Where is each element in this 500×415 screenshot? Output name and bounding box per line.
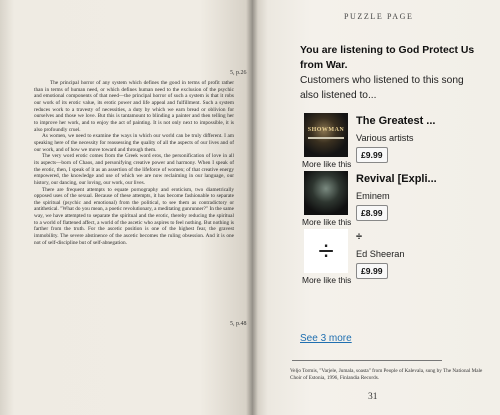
album-artist: Eminem (356, 191, 390, 201)
paragraph: The very word erotic comes from the Greek word eros, the personification of love in all its aspects—born of Chaos, and personifying creative power and harmony. When I speak of the erotic, then, I speak of it as an assertion of the lifeforce of women; of that creative energy empowered, the knowledge and use of which we are now reclaiming in our language, our history, our dancing, our loving, our work, our lives. (34, 153, 234, 186)
price-button[interactable]: £9.99 (356, 147, 388, 163)
more-like-this-link[interactable]: More like this (302, 217, 352, 227)
now-playing-title: You are listening to God Protect Us from War. (300, 45, 475, 71)
now-playing-panel (300, 43, 485, 287)
album-cover-divide[interactable]: ÷ (304, 229, 348, 273)
album-title[interactable]: ÷ (356, 231, 363, 243)
see-more-link[interactable]: See 3 more (300, 333, 352, 344)
page-number: 31 (368, 392, 378, 402)
list-item[interactable] (300, 113, 485, 171)
more-like-this-link[interactable]: More like this (302, 159, 352, 169)
body-text (34, 80, 234, 246)
paragraph: As women, we need to examine the ways in which our world can be truly different. I am speaking here of the necessity for reassessing the quality of all the aspects of our lives and of our work, and of how we move toward and through them. (34, 133, 234, 153)
album-cover-showman[interactable] (304, 113, 348, 157)
price-button[interactable]: £8.99 (356, 205, 388, 221)
citation-top: 5, p.26 (230, 70, 247, 76)
list-item[interactable] (300, 229, 485, 287)
citation-bottom: 5, p.48 (230, 321, 247, 327)
paragraph: The principal horror of any system which defines the good in terms of profit rather than in terms of human need, or which defines human need to the exclusion of the psychic and emotional components of that need—the principal horror of such a system is that it robs our work of its erotic value, its erotic power and life appeal and fulfillment. Such a system reduces work to a travesty of necessities, a duty by which we earn bread or oblivion for ourselves and those we love. But this is tantamount to blinding a painter and then telling her to improve her work, and to enjoy the act of painting. It is not only next to impossible, it is also profoundly cruel. (34, 80, 234, 133)
list-item[interactable] (300, 171, 485, 229)
album-cover-caption: SHOWMAN (307, 127, 345, 133)
paragraph: There are frequent attempts to equate pornography and eroticism, two diametrically opposed uses of the sexual. Because of these attempts, it has become fashionable to separate the spiritual (psychic and emotional) from the political, to see them as contradictory or antithetical. "What do you mean, a poetic revolutionary, a meditating gunrunner?" In the same way, we have attempted to separate the spiritual and the erotic, thereby reducing the spiritual to a world of flattened affect, a world of the ascetic who aspires to feel nothing. But nothing is farther from the truth. For the ascetic position is one of the highest fear, the gravest immobility. The severe abstinence of the ascetic becomes the ruling obsession. And it is one not of self-discipline but of self-abnegation. (34, 186, 234, 246)
book-gutter-shadow (246, 0, 258, 415)
footnote-divider (292, 360, 442, 361)
price-button[interactable]: £9.99 (356, 263, 388, 279)
page-header: PUZZLE PAGE (344, 12, 414, 21)
album-title[interactable]: The Greatest ... (356, 115, 436, 127)
album-title[interactable]: Revival [Expli... (356, 173, 437, 185)
album-artist: Ed Sheeran (356, 249, 405, 259)
album-artist: Various artists (356, 133, 414, 143)
album-cover-rule (308, 137, 344, 139)
footnote: Veljo Tormis, "Varjele, Jumala, soasta" from People of Kalevala, sung by The National Male Choir of Estonia, 1996, Finlandia Records. (290, 368, 483, 381)
album-cover-revival[interactable] (304, 171, 348, 215)
more-like-this-link[interactable]: More like this (302, 275, 352, 285)
customers-also-listened: Customers who listened to this song also listened to... (300, 75, 464, 101)
